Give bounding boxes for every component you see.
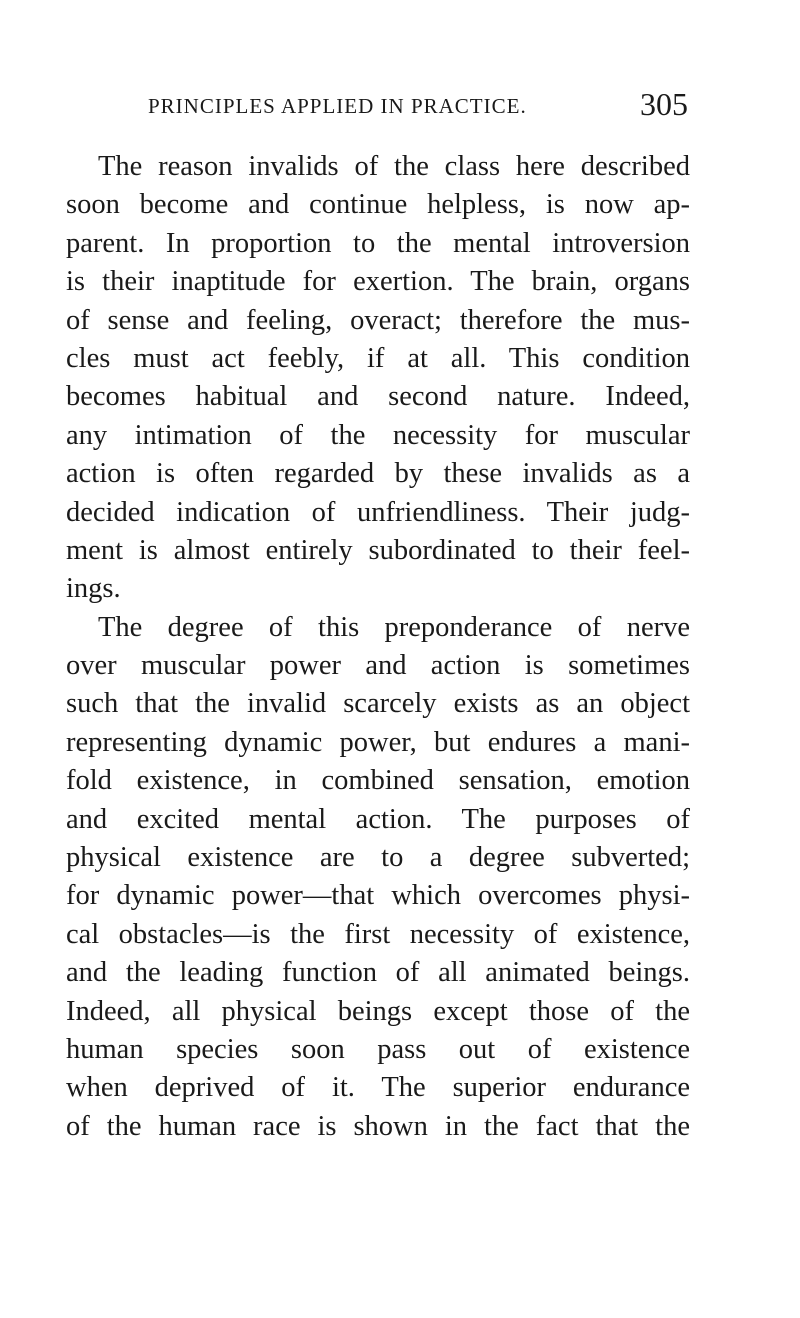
text-line: any intimation of the necessity for muscular: [66, 419, 690, 451]
text-line: is their inaptitude for exertion. The brain, organs: [66, 266, 690, 298]
text-line: decided indication of unfriendliness. Their judg-: [66, 496, 690, 528]
text-line: of the human race is shown in the fact that the: [66, 1110, 690, 1142]
text-line: ment is almost entirely subordinated to their feel-: [66, 534, 690, 566]
text-line: human species soon pass out of existence: [66, 1033, 690, 1065]
text-line: representing dynamic power, but endures a mani-: [66, 726, 690, 758]
body-text: [66, 148, 690, 1146]
text-line: and excited mental action. The purposes of: [66, 803, 690, 835]
text-line: The reason invalids of the class here described: [98, 151, 690, 182]
text-line: of sense and feeling, overact; therefore the mus-: [66, 304, 690, 336]
text-line: when deprived of it. The superior endurance: [66, 1072, 690, 1104]
text-line: fold existence, in combined sensation, emotion: [66, 765, 690, 797]
text-line: such that the invalid scarcely exists as an object: [66, 688, 690, 720]
text-line: physical existence are to a degree subverted;: [66, 842, 690, 874]
text-line: parent. In proportion to the mental introversion: [66, 227, 690, 259]
text-line: cal obstacles—is the first necessity of existence,: [66, 918, 690, 950]
text-line: for dynamic power—that which overcomes physi-: [66, 880, 690, 912]
text-line: The degree of this preponderance of nerve: [98, 611, 690, 643]
text-line: and the leading function of all animated beings.: [66, 957, 690, 989]
running-title: PRINCIPLES APPLIED IN PRACTICE.: [148, 94, 527, 118]
page-number: 305: [640, 86, 688, 122]
text-line: Indeed, all physical beings except those of the: [66, 995, 690, 1027]
running-head: [148, 86, 688, 122]
text-line: cles must act feebly, if at all. This condition: [66, 342, 690, 374]
text-line: becomes habitual and second nature. Indeed,: [66, 381, 690, 413]
text-line: action is often regarded by these invalids as a: [66, 458, 690, 490]
text-line: soon become and continue helpless, is now ap-: [66, 189, 690, 221]
text-line: over muscular power and action is sometimes: [66, 650, 690, 682]
text-line: ings.: [66, 573, 121, 605]
